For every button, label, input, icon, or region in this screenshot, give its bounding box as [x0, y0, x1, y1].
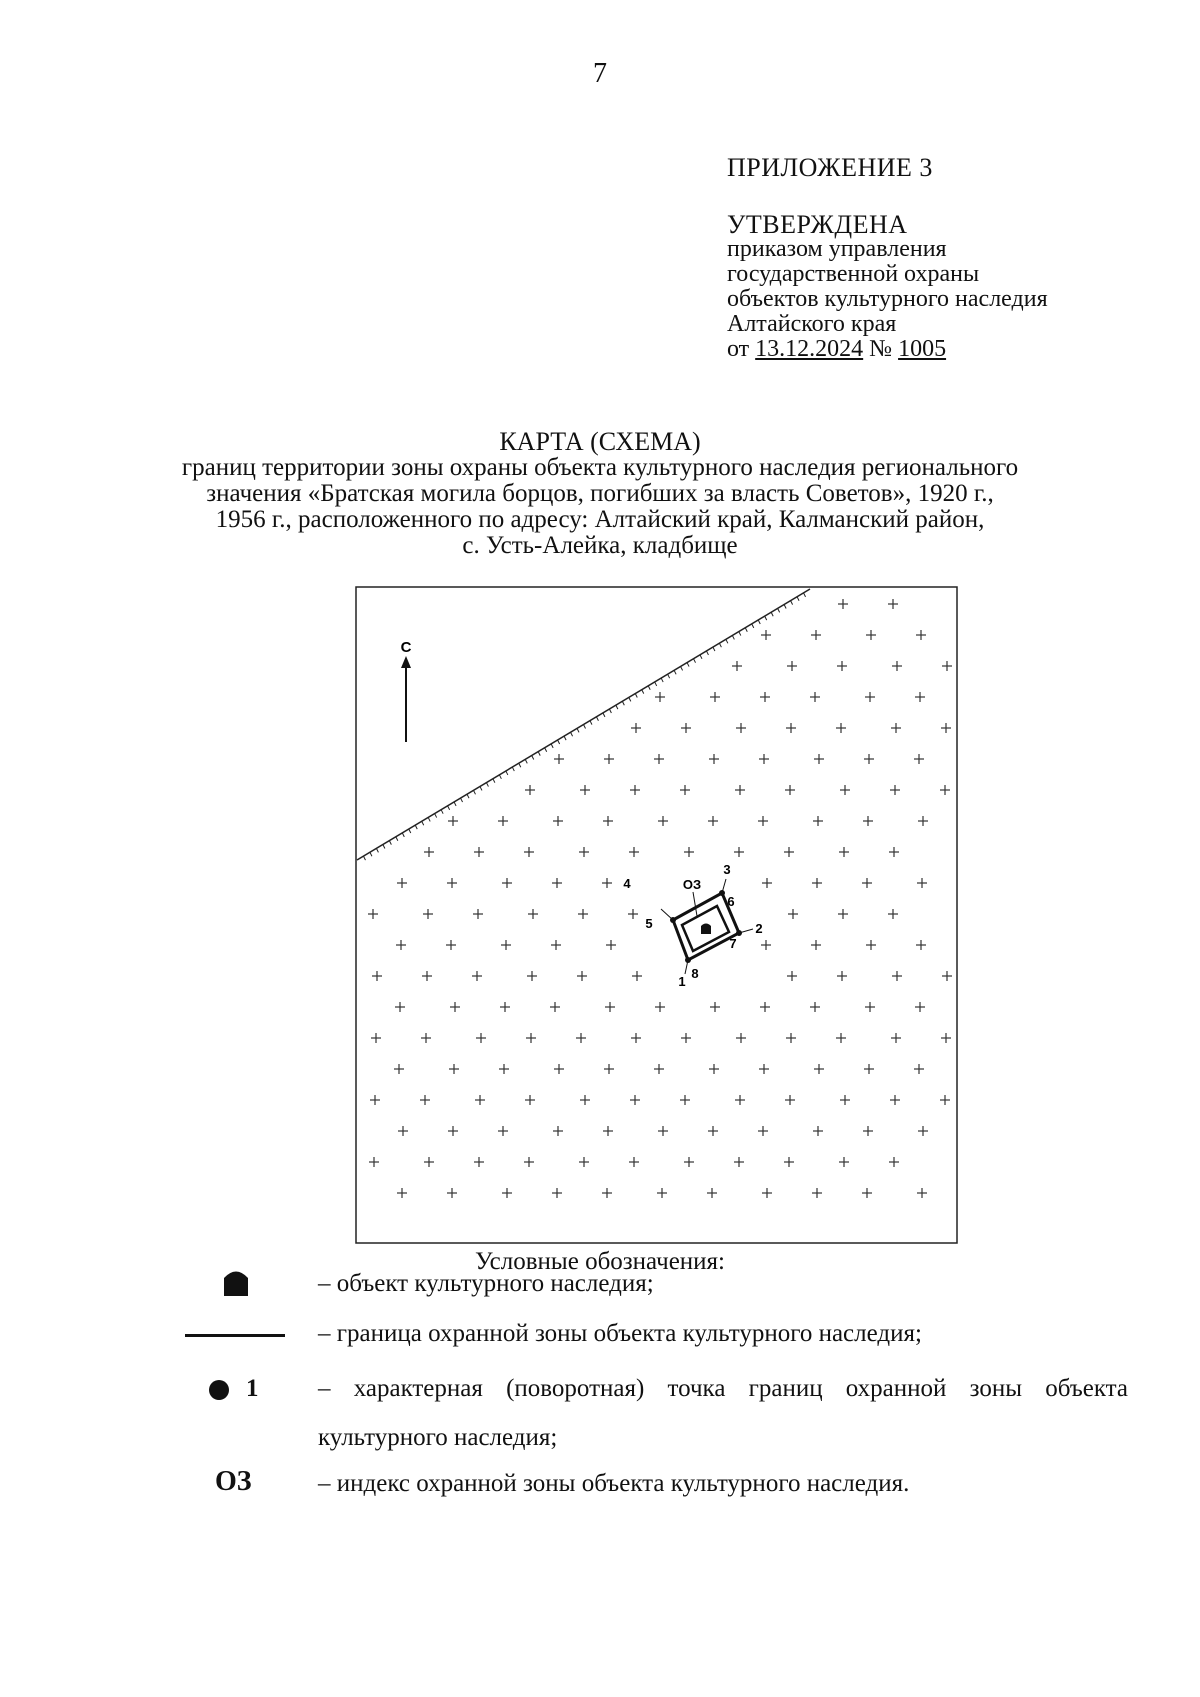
heading-line: значения «Братская могила борцов, погибших за власть Советов», 1920 г.,	[206, 480, 994, 507]
zone-index-label: ОЗ	[682, 877, 702, 892]
legend-title: Условные обозначения:	[474, 1248, 726, 1275]
order-line	[727, 337, 1048, 362]
legend-item-turning-point-cont: культурного наследия;	[318, 1424, 558, 1451]
map-point-label: 7	[729, 936, 737, 951]
date-prefix: от	[727, 336, 750, 362]
map-point-label: 5	[645, 916, 653, 931]
appendix-label: ПРИЛОЖЕНИЕ 3	[727, 153, 933, 182]
map-heading	[0, 429, 1200, 559]
heading-line: с. Усть-Алейка, кладбище	[462, 532, 738, 559]
zone-boundary-legend-line	[185, 1334, 285, 1337]
zone-index-legend-symbol: ОЗ	[215, 1466, 252, 1497]
map-point-label: 2	[755, 921, 763, 936]
approval-block	[727, 155, 1048, 362]
map-point-label: 4	[623, 876, 631, 891]
order-number: 1005	[898, 336, 947, 362]
map-title: КАРТА (СХЕМА)	[499, 427, 701, 456]
map-point-label: 8	[691, 966, 699, 981]
legend-item-zone-index: – индекс охранной зоны объекта культурного наследия.	[318, 1470, 910, 1497]
turning-point-legend-dot	[209, 1380, 229, 1400]
map-point-label: 3	[723, 862, 731, 877]
turning-point-legend-number: 1	[246, 1375, 259, 1402]
page-number: 7	[593, 58, 607, 89]
approved-label: УТВЕРЖДЕНА	[727, 210, 908, 239]
heading-line: 1956 г., расположенного по адресу: Алтайский край, Калманский район,	[215, 506, 985, 533]
map-point-label: 6	[727, 894, 735, 909]
legend-item-heritage-object: – объект культурного наследия;	[318, 1270, 654, 1297]
north-label: С	[400, 639, 412, 656]
approval-line: государственной охраны	[727, 261, 980, 287]
map-point-label: 1	[678, 974, 686, 989]
approval-line: приказом управления	[727, 236, 947, 262]
heritage-object-icon	[701, 924, 711, 935]
approval-line: Алтайского края	[727, 311, 897, 337]
legend-item-turning-point: – характерная (поворотная) точка границ охранной зоны объекта	[318, 1375, 1128, 1402]
legend-item-zone-boundary: – граница охранной зоны объекта культурного наследия;	[318, 1320, 922, 1347]
heading-line: границ территории зоны охраны объекта культурного наследия регионального	[181, 454, 1019, 481]
approval-line: объектов культурного наследия	[727, 286, 1048, 312]
map-scheme	[355, 586, 958, 1244]
heritage-object-legend-icon	[223, 1268, 249, 1296]
order-date: 13.12.2024	[755, 336, 864, 362]
number-prefix: №	[869, 336, 893, 362]
